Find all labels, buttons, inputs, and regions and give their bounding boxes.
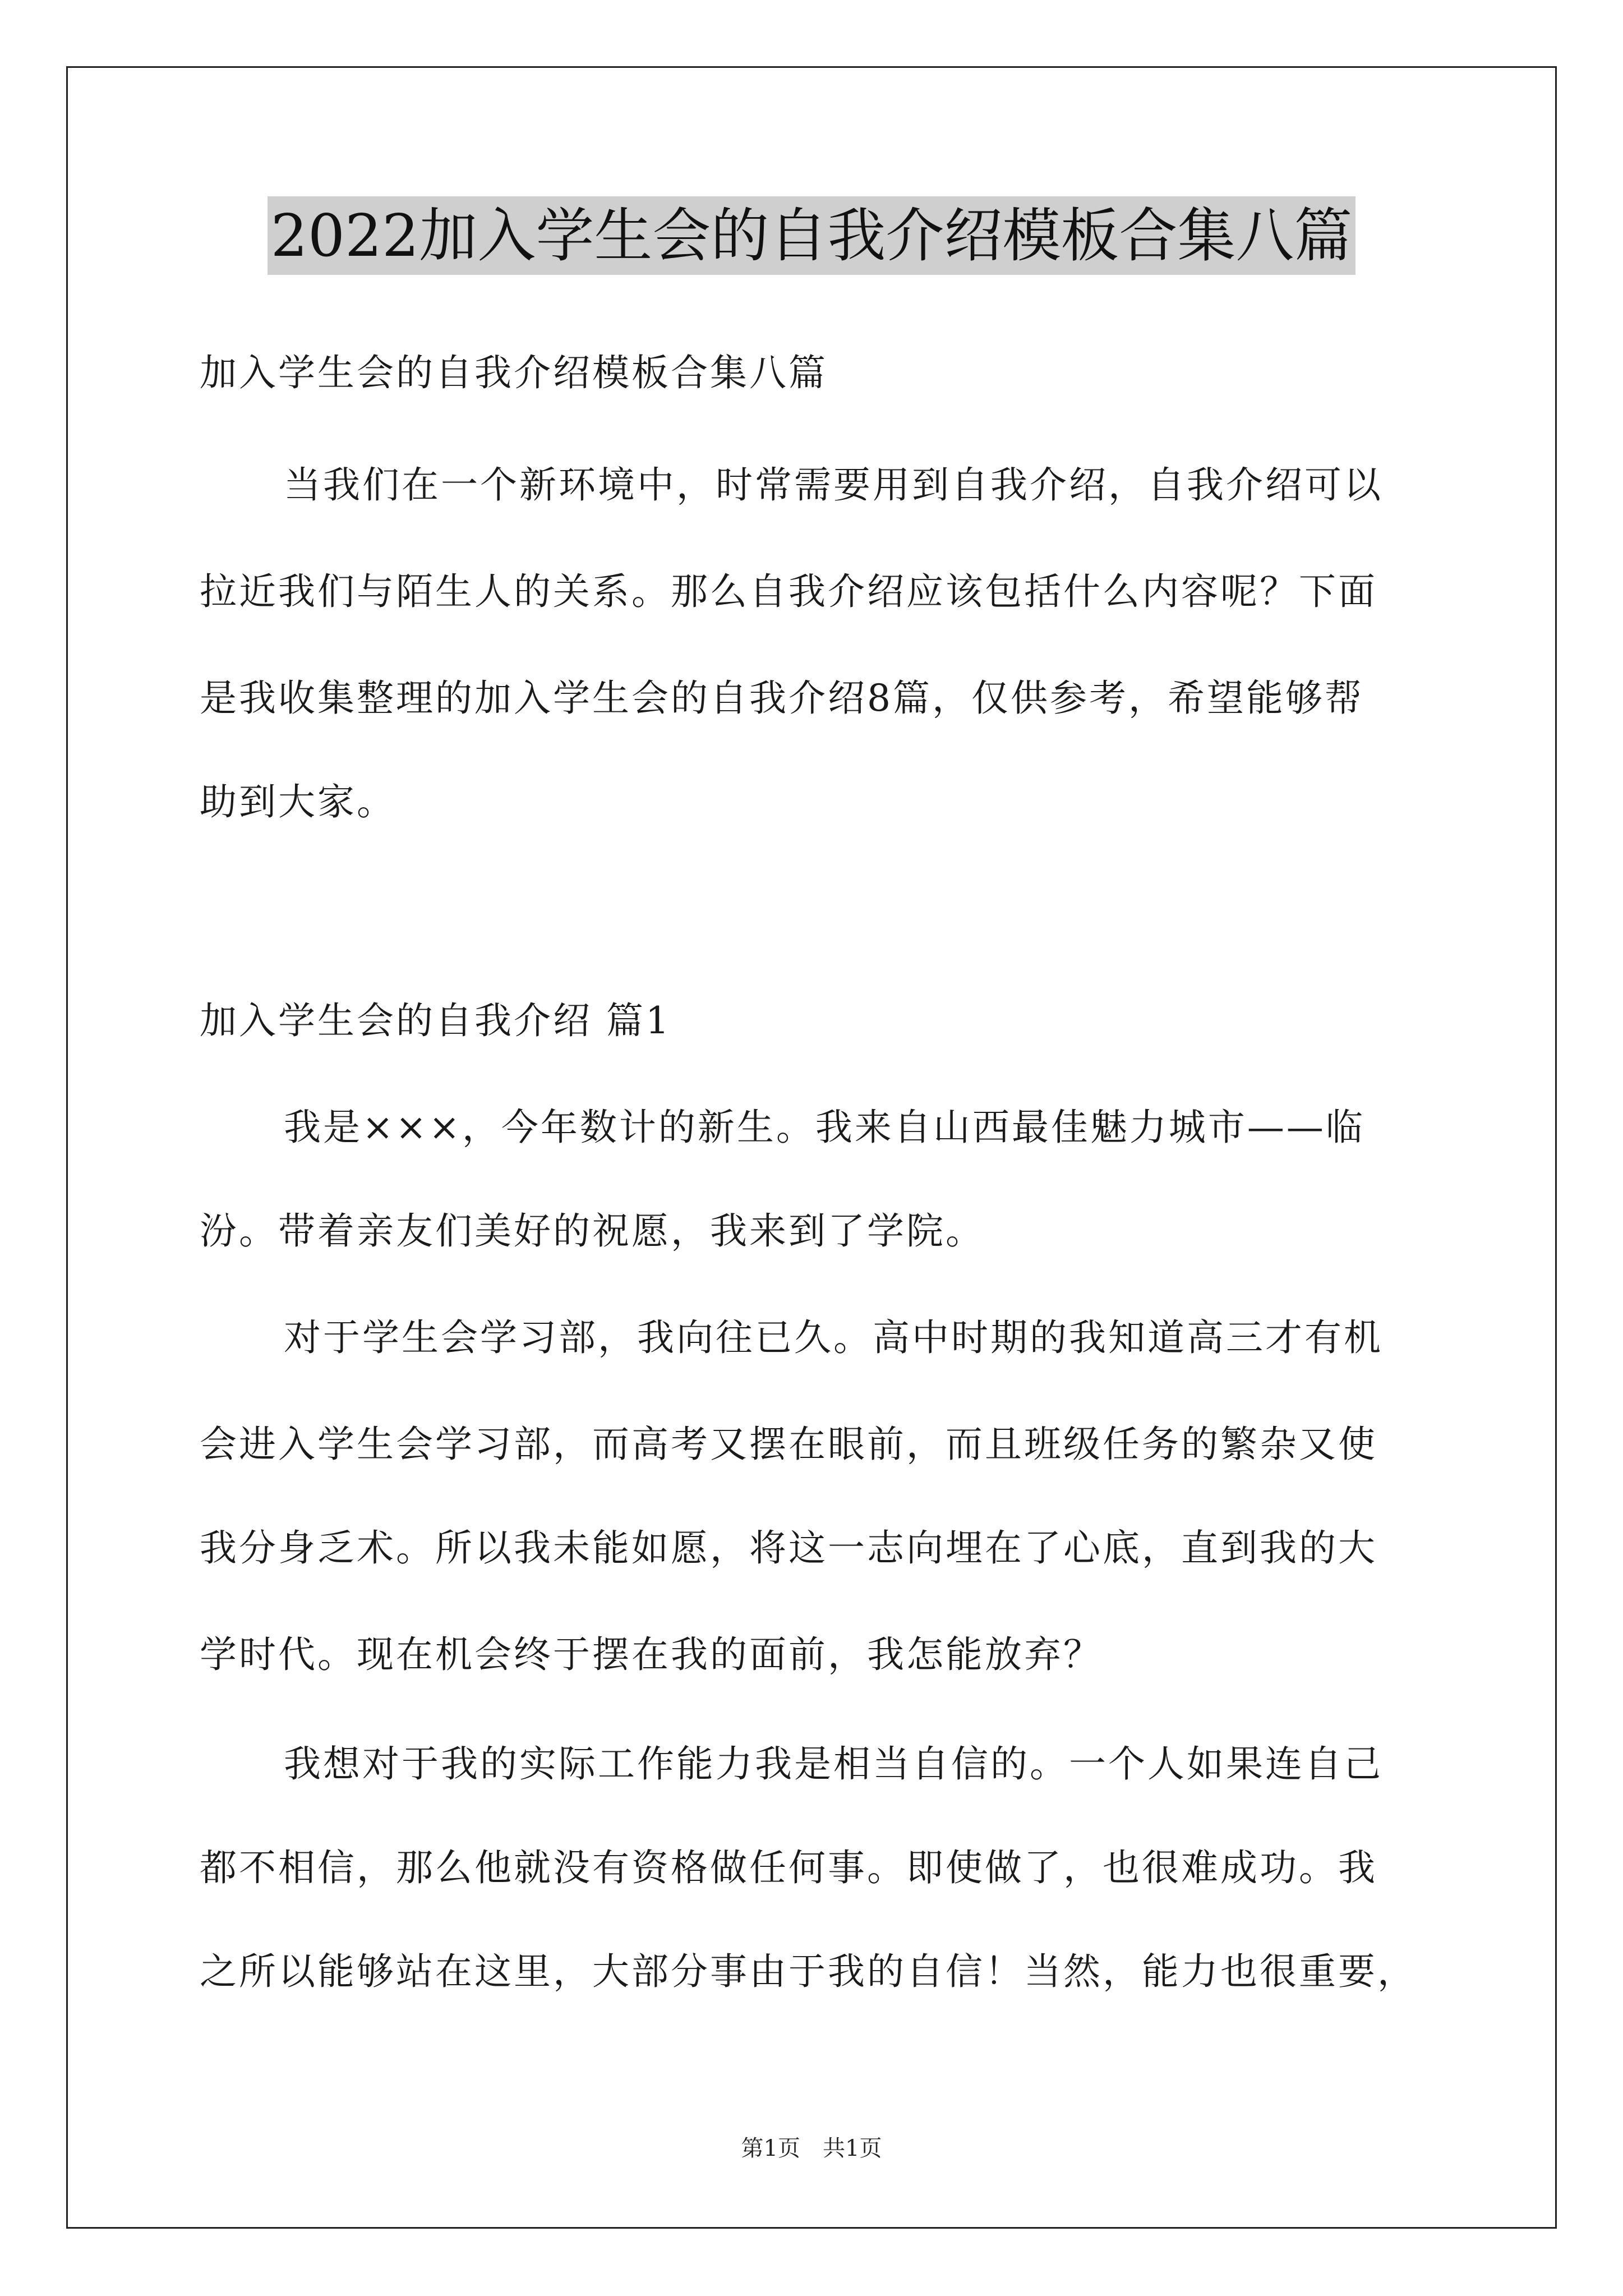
para3-line-2: 都不相信，那么他就没有资格做任何事。即使做了，也很难成功。我 <box>200 1846 1377 1889</box>
para1-line-2: 汾。带着亲友们美好的祝愿，我来到了学院。 <box>200 1209 985 1253</box>
intro-line-4: 助到大家。 <box>200 780 396 823</box>
section-heading-1: 加入学生会的自我介绍 篇1 <box>200 999 671 1042</box>
document-title: 2022加入学生会的自我介绍模板合集八篇 <box>268 196 1356 275</box>
para1-line-1: 我是×××，今年数计的新生。我来自山西最佳魅力城市——临 <box>284 1106 1365 1149</box>
intro-line-3: 是我收集整理的加入学生会的自我介绍8篇，仅供参考，希望能够帮 <box>200 677 1364 720</box>
para2-line-4: 学时代。现在机会终于摆在我的面前，我怎能放弃？ <box>200 1633 1103 1676</box>
subtitle-line: 加入学生会的自我介绍模板合集八篇 <box>200 351 828 394</box>
para2-line-2: 会进入学生会学习部，而高考又摆在眼前，而且班级任务的繁杂又使 <box>200 1423 1377 1466</box>
para3-line-1: 我想对于我的实际工作能力我是相当自信的。一个人如果连自己 <box>284 1742 1383 1786</box>
title-container <box>0 196 1623 275</box>
intro-line-1: 当我们在一个新环境中，时常需要用到自我介绍，自我介绍可以 <box>284 463 1383 507</box>
para2-line-3: 我分身乏术。所以我未能如愿，将这一志向埋在了心底，直到我的大 <box>200 1526 1377 1570</box>
para3-line-3: 之所以能够站在这里，大部分事由于我的自信！当然，能力也很重要， <box>200 1950 1417 1993</box>
intro-line-2: 拉近我们与陌生人的关系。那么自我介绍应该包括什么内容呢？下面 <box>200 570 1377 613</box>
page-footer: 第1页 共1页 <box>741 2136 882 2161</box>
para2-line-1: 对于学生会学习部，我向往已久。高中时期的我知道高三才有机 <box>284 1316 1383 1359</box>
